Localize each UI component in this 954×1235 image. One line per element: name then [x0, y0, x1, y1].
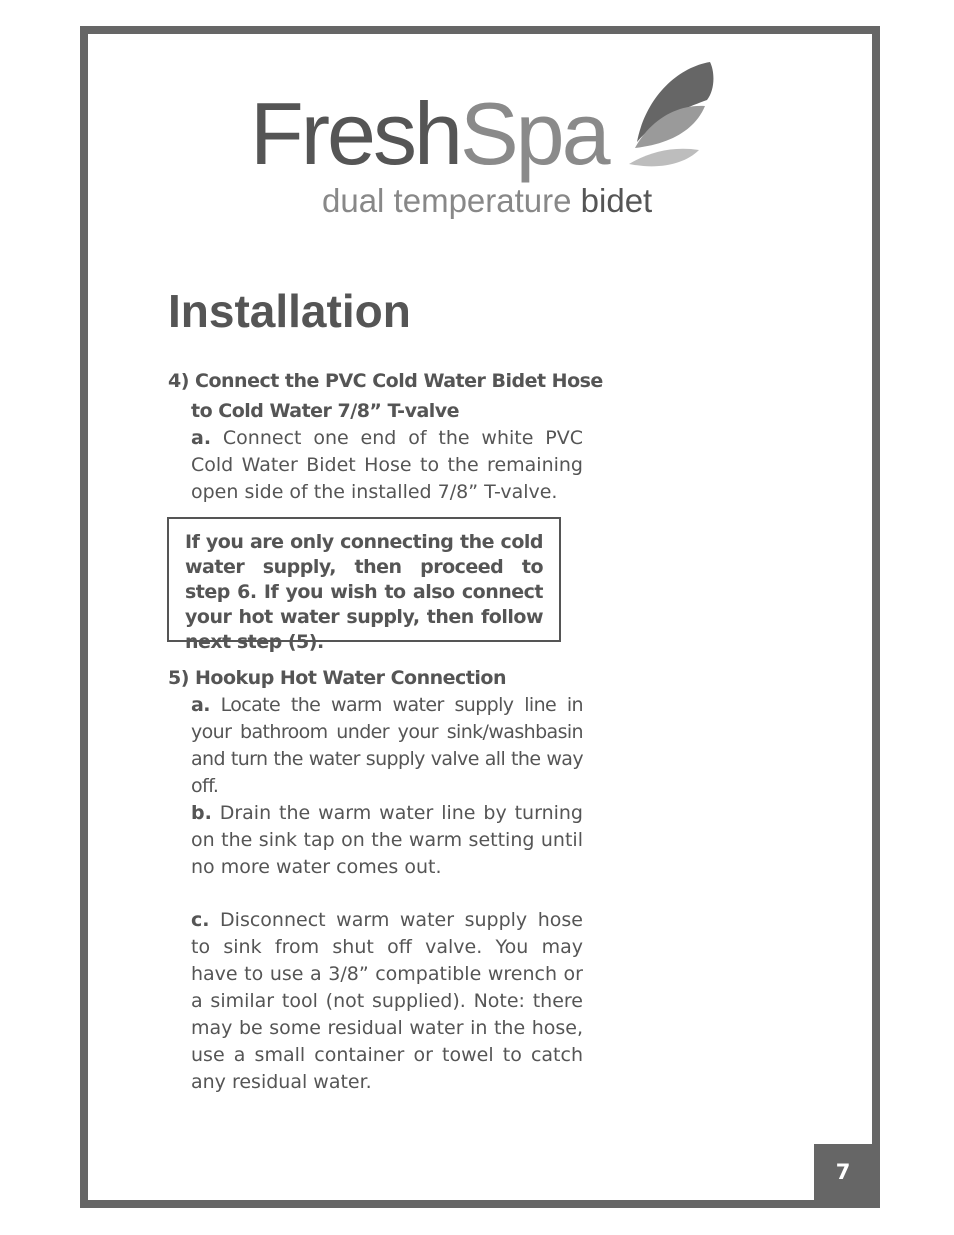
page-number: 7	[814, 1144, 872, 1200]
callout-box	[167, 517, 561, 653]
step5-paragraph-c	[191, 907, 583, 1096]
step5-paragraph-b	[191, 800, 583, 881]
step4-heading-line1: 4) Connect the PVC Cold Water Bidet Hose	[168, 370, 603, 392]
step5-a-text: Locate the warm water supply line in your bathroom under your sink/washbasin and turn the water supply valve all the way off.	[191, 694, 583, 797]
logo-wordmark	[250, 84, 608, 183]
spray-leaf-icon	[615, 60, 715, 172]
freshspa-logo	[250, 60, 720, 230]
step5-c-text: Disconnect warm water supply hose to sink from shut off valve. You may have to use a 3/8” compatible wrench or a similar tool (not supplied). Note: there may be some residual water in the hose, use a small container or towel to catch any residual water.	[191, 909, 583, 1093]
step5-c-label: c.	[191, 909, 210, 931]
logo-word-fresh: Fresh	[250, 84, 460, 183]
logo-tagline	[322, 184, 652, 217]
step4-a-text: Connect one end of the white PVC Cold Water Bidet Hose to the remaining open side of the installed 7/8” T-valve.	[191, 427, 583, 503]
logo-tagline-bold: bidet	[580, 182, 653, 219]
logo-word-spa: Spa	[459, 84, 608, 183]
page-title: Installation	[168, 285, 411, 337]
callout-text: If you are only connecting the cold water supply, then proceed to step 6. If you wish to also connect your hot water supply, then follow next step (5).	[185, 531, 543, 653]
step5-b-text: Drain the warm water line by turning on the sink tap on the warm setting until no more water comes out.	[191, 802, 583, 878]
step5-paragraph-a	[191, 692, 583, 800]
step4-heading-line2: to Cold Water 7/8” T-valve	[191, 400, 460, 422]
step4-paragraph-a	[191, 425, 583, 506]
step4-a-label: a.	[191, 427, 212, 449]
step5-heading: 5) Hookup Hot Water Connection	[168, 667, 506, 689]
step5-a-label: a.	[191, 694, 210, 716]
logo-tagline-light: dual temperature	[322, 182, 572, 219]
step5-b-label: b.	[191, 802, 212, 824]
